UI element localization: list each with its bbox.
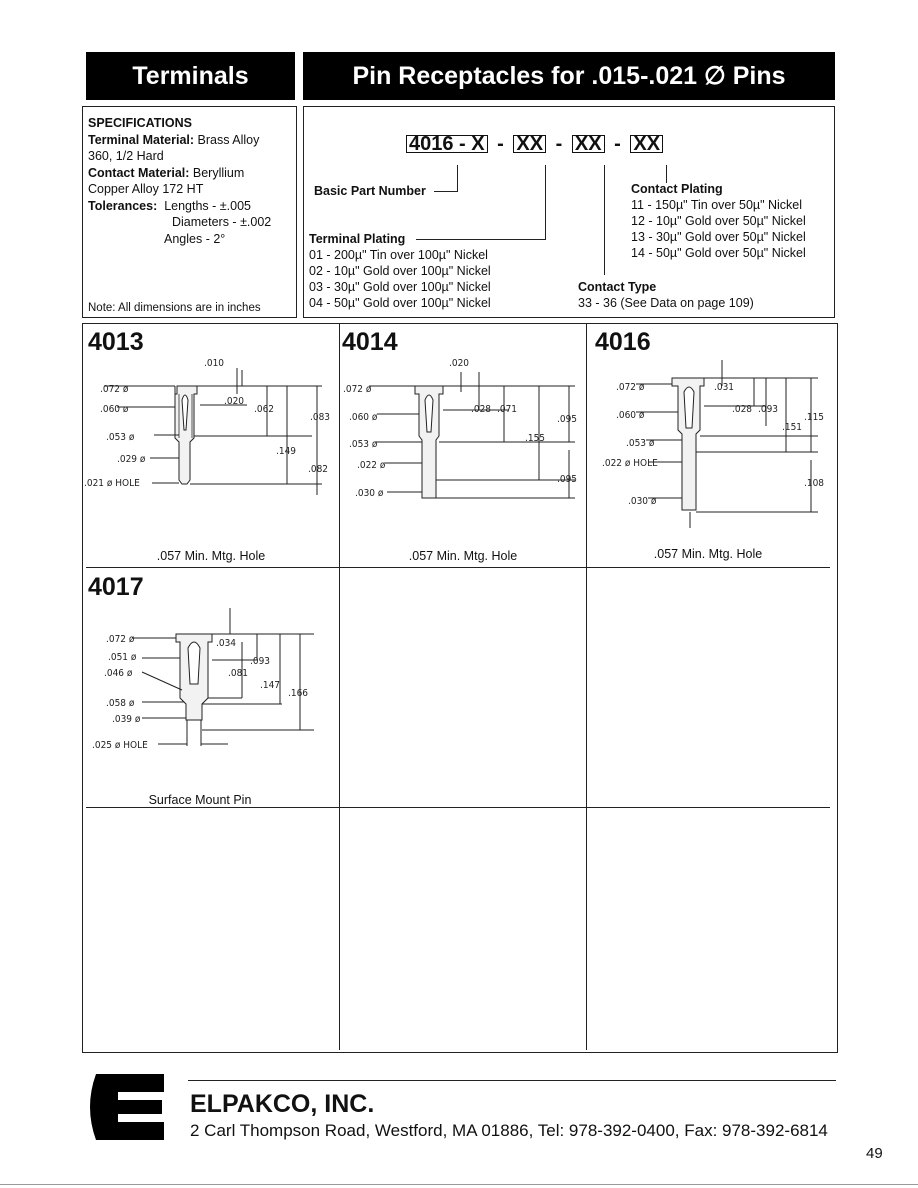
dim-label: .025 ø HOLE bbox=[92, 740, 148, 751]
dim-label: .081 bbox=[228, 668, 249, 679]
dim-label: .155 bbox=[525, 433, 546, 444]
dim-label: .039 ø bbox=[112, 714, 141, 725]
basic-part-number-label: Basic Part Number bbox=[314, 184, 426, 198]
contact-plating-label: Contact Plating bbox=[631, 182, 723, 196]
dim-label: .095 bbox=[557, 474, 578, 485]
terminal-material-cont: 360, 1/2 Hard bbox=[88, 149, 164, 163]
dim-label: .029 ø bbox=[117, 454, 146, 465]
page-title: Pin Receptacles for .015-.021 ∅ Pins bbox=[352, 62, 786, 90]
dim-label: .030 ø bbox=[355, 488, 384, 499]
grid-row-divider bbox=[86, 567, 830, 568]
contact-plating-option: 13 - 30µ" Gold over 50µ" Nickel bbox=[631, 230, 806, 244]
dim-label: .095 bbox=[557, 414, 578, 425]
dim-label: .021 ø HOLE bbox=[84, 478, 140, 489]
tolerance-angles: Angles - 2° bbox=[164, 231, 226, 246]
dim-label: .082 bbox=[308, 464, 329, 475]
contact-type-section bbox=[578, 279, 754, 311]
contact-plating-option: 14 - 50µ" Gold over 50µ" Nickel bbox=[631, 246, 806, 260]
dim-label: .072 ø bbox=[106, 634, 135, 645]
leader-basic-h bbox=[434, 191, 458, 192]
dim-label: .022 ø bbox=[357, 460, 386, 471]
leader-terminal bbox=[545, 165, 546, 239]
dim-label: .083 bbox=[310, 412, 331, 423]
terminal-plating-section bbox=[309, 231, 491, 311]
dim-label: .030 ø bbox=[628, 496, 657, 507]
drawing-4016 bbox=[586, 350, 830, 540]
specifications-box bbox=[82, 106, 297, 318]
part-title-4013: 4013 bbox=[88, 328, 144, 356]
contact-plating-section bbox=[631, 181, 806, 261]
section-header-terminals bbox=[86, 52, 295, 100]
mounting-hole-4013: .057 Min. Mtg. Hole bbox=[156, 549, 266, 563]
section-title: Terminals bbox=[132, 61, 249, 90]
dim-label: .149 bbox=[276, 446, 297, 457]
dim-label: .093 bbox=[758, 404, 779, 415]
terminal-plating-option: 04 - 50µ" Gold over 100µ" Nickel bbox=[309, 296, 491, 310]
terminal-plating-label: Terminal Plating bbox=[309, 232, 406, 246]
dim-label: .093 bbox=[250, 656, 271, 667]
dim-label: .060 ø bbox=[100, 404, 129, 415]
dim-label: .046 ø bbox=[104, 668, 133, 679]
terminal-plating-option: 03 - 30µ" Gold over 100µ" Nickel bbox=[309, 280, 491, 294]
specs-heading: SPECIFICATIONS bbox=[88, 116, 192, 130]
drawing-4013 bbox=[82, 350, 338, 525]
dim-label: .028 bbox=[732, 404, 753, 415]
dim-label: .147 bbox=[260, 680, 281, 691]
dim-label: .071 bbox=[497, 404, 518, 415]
dim-label: .072 ø bbox=[616, 382, 645, 393]
dim-label: .060 ø bbox=[616, 410, 645, 421]
part-title-4016: 4016 bbox=[595, 328, 651, 356]
terminal-material: Terminal Material: Brass Alloy bbox=[88, 132, 260, 147]
contact-plating-option: 11 - 150µ" Tin over 50µ" Nickel bbox=[631, 198, 803, 212]
part-title-4017: 4017 bbox=[88, 573, 144, 601]
drawing-4017 bbox=[82, 600, 338, 765]
dim-label: .020 bbox=[449, 358, 470, 369]
drawing-4014 bbox=[339, 350, 585, 525]
tolerance-diameters: Diameters - ±.002 bbox=[172, 215, 272, 229]
leader-contact-type bbox=[604, 165, 605, 275]
bottom-rule bbox=[0, 1184, 918, 1185]
dim-label: .072 ø bbox=[100, 384, 129, 395]
company-address: 2 Carl Thompson Road, Westford, MA 01886, Tel: 978-392-0400, Fax: 978-392-6814 bbox=[190, 1121, 828, 1140]
part-number-box bbox=[303, 106, 835, 318]
contact-plating-option: 12 - 10µ" Gold over 50µ" Nickel bbox=[631, 214, 806, 228]
dim-label: .151 bbox=[782, 422, 803, 433]
contact-type-value: 33 - 36 (See Data on page 109) bbox=[578, 296, 754, 310]
mounting-hole-4014: .057 Min. Mtg. Hole bbox=[408, 549, 518, 563]
dim-label: .062 bbox=[254, 404, 275, 415]
dimensions-note: Note: All dimensions are in inches bbox=[88, 302, 261, 314]
contact-material-cont: Copper Alloy 172 HT bbox=[88, 182, 204, 196]
part-number-code: 4016 - X - XX - XX - XX bbox=[406, 135, 663, 153]
section-header-pin-receptacles bbox=[303, 52, 835, 100]
mounting-hole-4016: .057 Min. Mtg. Hole bbox=[653, 547, 763, 561]
dim-label: .166 bbox=[288, 688, 309, 699]
tolerances: Tolerances: Lengths - ±.005 bbox=[88, 198, 251, 213]
dim-label: .053 ø bbox=[626, 438, 655, 449]
dim-label: .020 bbox=[224, 396, 245, 407]
dim-label: .115 bbox=[804, 412, 825, 423]
terminal-plating-option: 02 - 10µ" Gold over 100µ" Nickel bbox=[309, 264, 491, 278]
terminal-plating-option: 01 - 200µ" Tin over 100µ" Nickel bbox=[309, 248, 488, 262]
dim-label: .053 ø bbox=[349, 439, 378, 450]
dim-label: .031 bbox=[714, 382, 735, 393]
dim-label: .060 ø bbox=[349, 412, 378, 423]
footer-rule bbox=[188, 1080, 836, 1081]
dim-label: .072 ø bbox=[343, 384, 372, 395]
dim-label: .053 ø bbox=[106, 432, 135, 443]
dim-label: .051 ø bbox=[108, 652, 137, 663]
dim-label: .034 bbox=[216, 638, 237, 649]
part-title-4014: 4014 bbox=[342, 328, 398, 356]
grid-row-divider bbox=[86, 807, 830, 808]
leader-basic bbox=[457, 165, 458, 191]
contact-type-label: Contact Type bbox=[578, 280, 657, 294]
dim-label: .108 bbox=[804, 478, 825, 489]
company-name: ELPAKCO, INC. bbox=[190, 1090, 375, 1118]
surface-mount-label: Surface Mount Pin bbox=[148, 793, 252, 807]
dim-label: .058 ø bbox=[106, 698, 135, 709]
dim-label: .028 bbox=[471, 404, 492, 415]
company-logo bbox=[84, 1074, 166, 1140]
dim-label: .010 bbox=[204, 358, 225, 369]
page-number: 49 bbox=[866, 1145, 883, 1162]
contact-material: Contact Material: Beryllium bbox=[88, 165, 245, 180]
dim-label: .022 ø HOLE bbox=[602, 458, 658, 469]
